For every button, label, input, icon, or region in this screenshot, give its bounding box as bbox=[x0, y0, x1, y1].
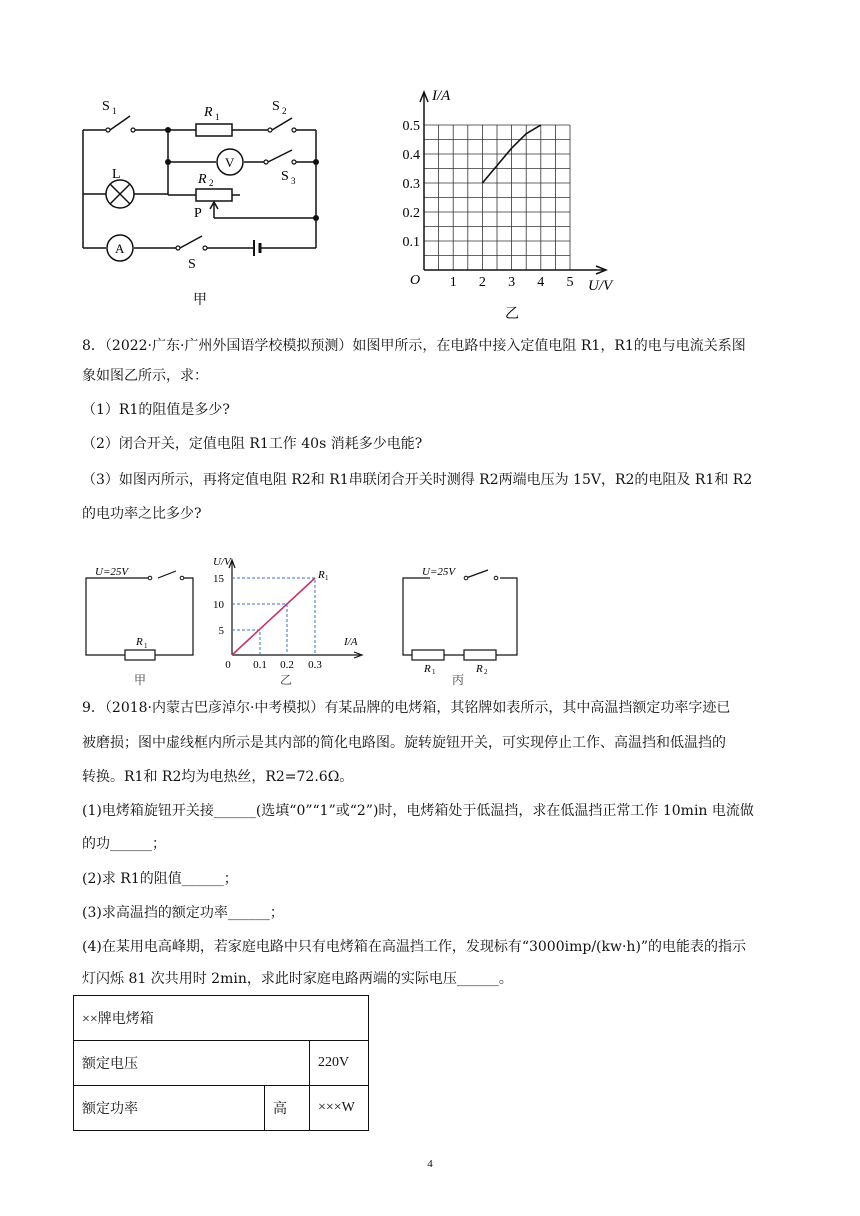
high-label: 高 bbox=[265, 1086, 310, 1131]
q9-stem-line2: 被磨损；图中虚线框内所示是其内部的简化电路图。旋转旋钮开关，可实现停止工作、高温挡和低温挡的 bbox=[82, 735, 726, 751]
mid-x-label: I/A bbox=[344, 636, 358, 648]
y-tick-label: 0.5 bbox=[402, 119, 420, 134]
caption-mid-bing: 丙 bbox=[451, 673, 465, 687]
figure-q8 bbox=[80, 545, 540, 690]
circuit-diagram-jia bbox=[60, 85, 350, 320]
rated-voltage-value: 220V bbox=[310, 1041, 369, 1086]
u-label-bing: U=25V bbox=[422, 566, 456, 578]
r1-line bbox=[232, 578, 315, 655]
x-tick-label: 3 bbox=[508, 275, 516, 290]
q8-sub3-line1: （3）如图丙所示，再将定值电阻 R2和 R1串联闭合开关时测得 R2两端电压为 15V，R2的电阻及 R1和 R2 bbox=[82, 472, 753, 488]
page-number: 4 bbox=[427, 1158, 433, 1170]
q8-sub1: （1）R1的阻值是多少? bbox=[82, 402, 230, 418]
mid-ytick-15: 15 bbox=[213, 573, 224, 585]
label-s3: S bbox=[281, 169, 289, 184]
mid-y-label: U/V bbox=[213, 556, 231, 568]
svg-text:1: 1 bbox=[432, 668, 436, 676]
y-tick-label: 0.4 bbox=[402, 148, 420, 163]
r1-label-bing: R bbox=[424, 663, 431, 675]
svg-text:1: 1 bbox=[215, 112, 220, 122]
svg-text:2: 2 bbox=[282, 106, 287, 116]
q8-stem-line2: 象如图乙所示，求： bbox=[82, 368, 208, 384]
nameplate-table bbox=[73, 995, 369, 1131]
q8-stem-line1: 8．（2022·广东·广州外国语学校模拟预测）如图甲所示，在电路中接入定值电阻 R1，R1的电与电流关系图 bbox=[82, 338, 746, 354]
nameplate-title: ××牌电烤箱 bbox=[74, 996, 369, 1041]
table-row bbox=[74, 1041, 369, 1086]
table-row bbox=[74, 996, 369, 1041]
caption-mid-yi: 乙 bbox=[279, 673, 293, 687]
q9-part4-line2: 灯闪烁 81 次共用时 2min，求此时家庭电路两端的实际电压______。 bbox=[82, 971, 513, 987]
label-l: L bbox=[112, 167, 121, 182]
q9-part3: (3)求高温挡的额定功率______； bbox=[82, 905, 284, 921]
q9-part1-line2: 的功______； bbox=[82, 836, 166, 852]
q9-part2: (2)求 R1的阻值______； bbox=[82, 871, 238, 887]
high-value: ×××W bbox=[310, 1086, 369, 1131]
x-axis-label: U/V bbox=[588, 278, 613, 294]
r2-label-bing: R bbox=[476, 663, 483, 675]
x-tick-label: 4 bbox=[537, 275, 545, 290]
mid-xtick-0.3: 0.3 bbox=[308, 659, 322, 671]
x-tick-label: 2 bbox=[478, 275, 486, 290]
q8-sub3-line2: 的电功率之比多少? bbox=[82, 506, 202, 522]
label-v: V bbox=[225, 155, 235, 170]
mid-ytick-10: 10 bbox=[213, 599, 224, 611]
x-tick-label: 5 bbox=[566, 275, 574, 290]
caption-jia: 甲 bbox=[193, 293, 207, 308]
label-s2: S bbox=[272, 99, 280, 114]
rated-voltage-label: 额定电压 bbox=[74, 1041, 310, 1086]
x-tick-label: 1 bbox=[449, 275, 457, 290]
q9-stem-line3: 转换。R1和 R2均为电热丝，R2=72.6Ω。 bbox=[82, 769, 354, 785]
caption-yi: 乙 bbox=[505, 307, 519, 322]
rated-power-label: 额定功率 bbox=[74, 1086, 265, 1131]
q9-stem-line1: 9．（2018·内蒙古巴彦淖尔·中考模拟）有某品牌的电烤箱，其铭牌如表所示，其中高温挡额定功率字迹已 bbox=[82, 700, 731, 716]
r1-line-label: R bbox=[318, 569, 325, 581]
label-a: A bbox=[115, 241, 125, 256]
caption-mid-jia: 甲 bbox=[133, 673, 147, 687]
mid-ytick-5: 5 bbox=[218, 625, 224, 637]
y-axis-label: I/A bbox=[432, 88, 451, 104]
origin-label: O bbox=[410, 273, 421, 288]
q9-part1-line1: (1)电烤箱旋钮开关接______(选填“0”“1”或“2”)时，电烤箱处于低温挡，求在低温挡正常工作 10min 电流做 bbox=[82, 803, 754, 819]
label-r2: R bbox=[198, 172, 207, 187]
label-s: S bbox=[188, 257, 196, 272]
label-r1: R bbox=[204, 105, 213, 120]
svg-text:1: 1 bbox=[144, 642, 148, 650]
iu-graph-yi bbox=[395, 80, 625, 325]
q8-sub2: （2）闭合开关，定值电阻 R1工作 40s 消耗多少电能? bbox=[82, 436, 423, 452]
svg-text:1: 1 bbox=[112, 106, 117, 116]
table-row bbox=[74, 1086, 369, 1131]
svg-text:1: 1 bbox=[325, 574, 329, 582]
y-tick-label: 0.1 bbox=[402, 235, 420, 250]
label-p: P bbox=[194, 206, 202, 221]
u-label-jia: U=25V bbox=[95, 566, 129, 578]
y-tick-label: 0.3 bbox=[402, 177, 420, 192]
mid-xtick-0.2: 0.2 bbox=[280, 659, 294, 671]
r1-label-jia: R bbox=[136, 636, 143, 648]
label-s1: S bbox=[102, 99, 110, 114]
svg-text:2: 2 bbox=[209, 178, 214, 188]
svg-text:2: 2 bbox=[484, 668, 488, 676]
svg-text:3: 3 bbox=[291, 176, 296, 186]
y-tick-label: 0.2 bbox=[402, 206, 420, 221]
mid-xtick-0: 0 bbox=[225, 659, 231, 671]
mid-xtick-0.1: 0.1 bbox=[253, 659, 267, 671]
q9-part4-line1: (4)在某用电高峰期，若家庭电路中只有电烤箱在高温挡工作，发现标有“3000imp/(kw·h)”的电能表的指示 bbox=[82, 939, 747, 955]
